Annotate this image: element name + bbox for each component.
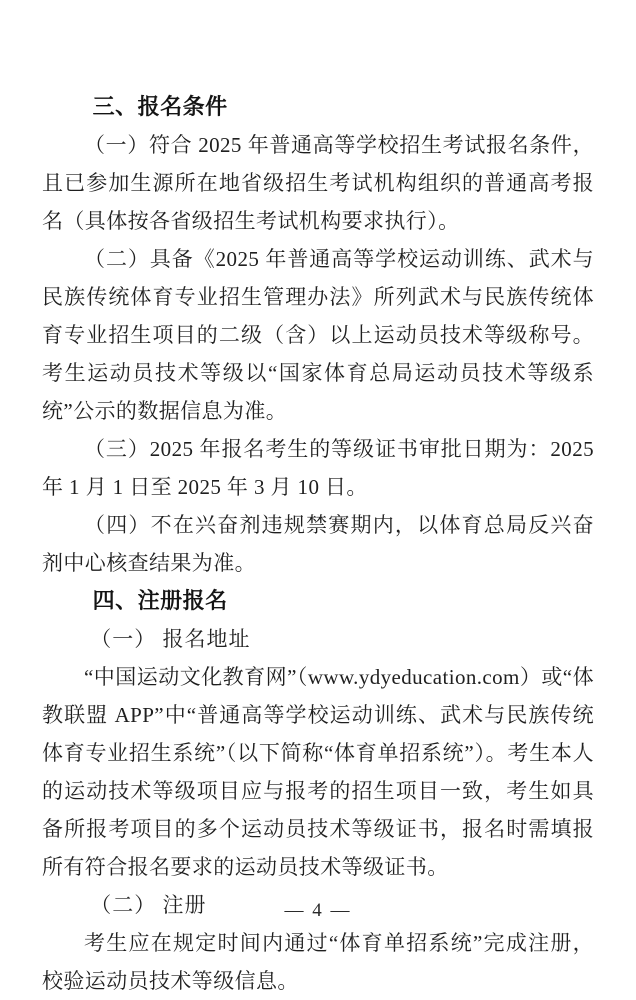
document-body <box>42 88 594 1000</box>
paragraph-conditions-2: （二）具备《2025 年普通高等学校运动训练、武术与民族传统体育专业招生管理办法》所列武术与民族传统体育专业招生项目的二级（含）以上运动员技术等级称号。考生运动员技术等级以“国家体育总局运动员技术等级系统”公示的数据信息为准。 <box>42 247 594 423</box>
paragraph-conditions-4: （四）不在兴奋剂违规禁赛期内，以体育总局反兴奋剂中心核查结果为准。 <box>42 513 594 575</box>
subheading-register: （二） 注册 <box>90 893 207 917</box>
paragraph-conditions-1: （一）符合 2025 年普通高等学校招生考试报名条件，且已参加生源所在地省级招生考试机构组织的普通高考报名（具体按各省级招生考试机构要求执行）。 <box>42 133 594 233</box>
page-number: — 4 — <box>284 900 352 921</box>
paragraph-register: 考生应在规定时间内通过“体育单招系统”完成注册，校验运动员技术等级信息。 <box>42 931 594 993</box>
paragraph-address: “中国运动文化教育网”（www.ydyeducation.com）或“体教联盟 APP”中“普通高等学校运动训练、武术与民族传统体育专业招生系统”（以下简称“体育单招系统”）。考生本人的运动技术等级项目应与报考的招生项目一致，考生如具备所报考项目的多个运动员技术等级证书，报名时需填报所有符合报名要求的运动员技术等级证书。 <box>42 665 594 879</box>
section-heading-3: 三、报名条件 <box>92 94 228 119</box>
paragraph-conditions-3: （三）2025 年报名考生的等级证书审批日期为：2025 年 1 月 1 日至 2025 年 3 月 10 日。 <box>42 437 594 499</box>
section-heading-4: 四、注册报名 <box>92 588 228 613</box>
subheading-address: （一） 报名地址 <box>90 627 251 651</box>
